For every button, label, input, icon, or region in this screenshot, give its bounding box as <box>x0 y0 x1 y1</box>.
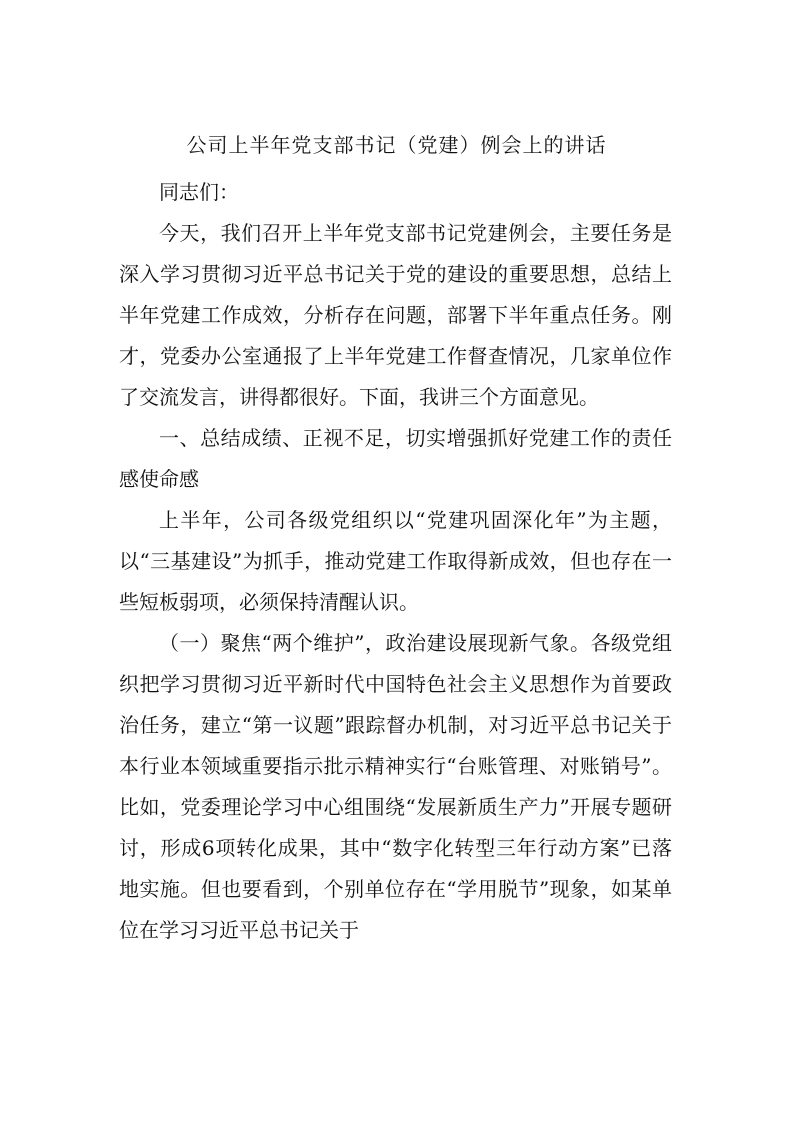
section-heading-one: 一、总结成绩、正视不足，切实增强抓好党建工作的责任感使命感 <box>119 426 672 491</box>
opening-paragraph: 今天，我们召开上半年党支部书记党建例会，主要任务是深入学习贯彻习近平总书记关于党的建设的重要思想，总结上半年党建工作成效，分析存在问题，部署下半年重点任务。刚才，党委办公室通报了上半年党建工作督查情况，几家单位作了交流发言，讲得都很好。下面，我讲三个方面意见。 <box>119 221 672 409</box>
document-body <box>119 172 672 951</box>
salutation-paragraph: 同志们： <box>159 180 239 204</box>
political-building-paragraph: （一）聚焦“两个维护”，政治建设展现新气象。各级党组织把学习贯彻习近平新时代中国特色社会主义思想作为首要政治任务，建立“第一议题”跟踪督办机制，对习近平总书记关于本行业本领域重要指示批示精神实行“台账管理、对账销号”。比如，党委理论学习中心组围绕“发展新质生产力”开展专题研讨，形成6项转化成果，其中“数字化转型三年行动方案”已落地实施。但也要看到，个别单位存在“学用脱节”现象，如某单位在学习习近平总书记关于 <box>119 631 672 942</box>
summary-paragraph: 上半年，公司各级党组织以“党建巩固深化年”为主题，以“三基建设”为抓手，推动党建工作取得新成效，但也存在一些短板弱项，必须保持清醒认识。 <box>119 508 672 614</box>
document-title: 公司上半年党支部书记（党建）例会上的讲话 <box>186 133 607 157</box>
